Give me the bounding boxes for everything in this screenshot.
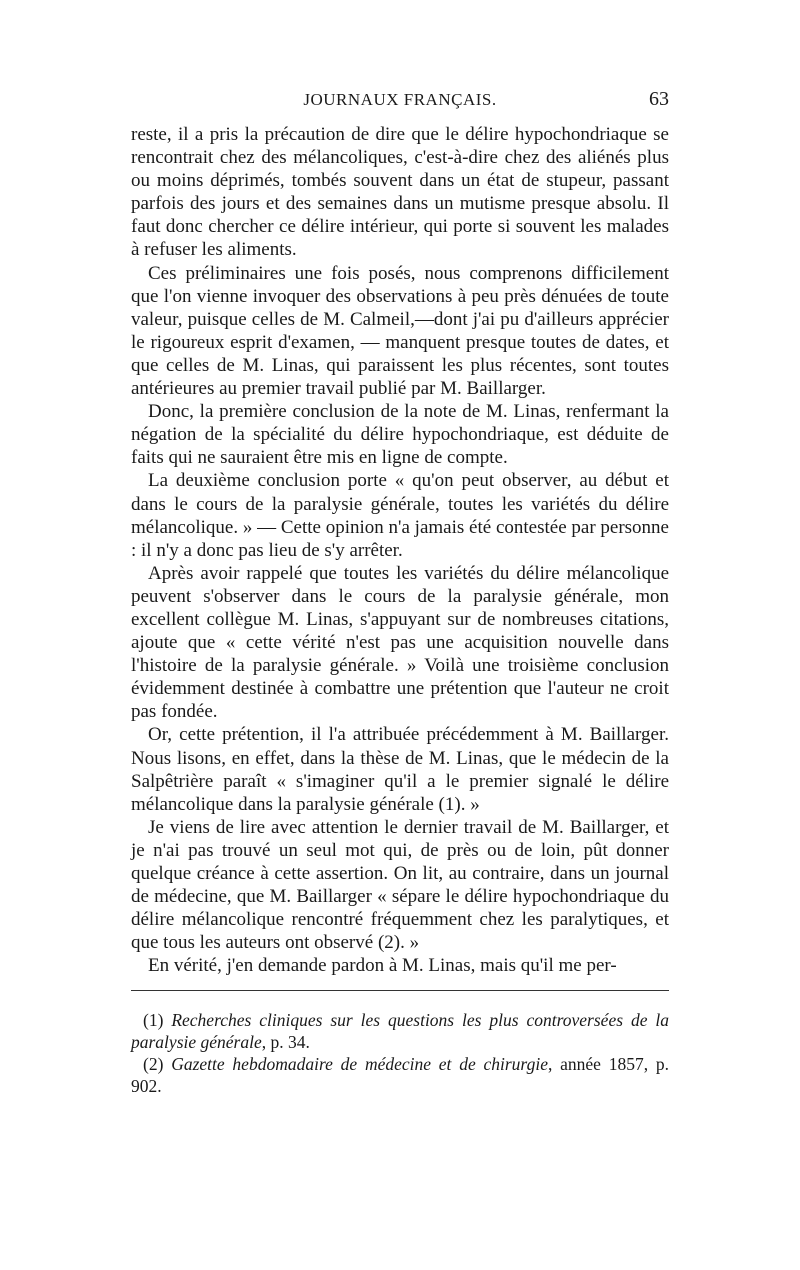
footnote-title: Recherches cliniques sur les questions les plus controversées de la paralysie générale (131, 1010, 669, 1052)
footnote (131, 1053, 669, 1097)
footnote-rest: , p. 34. (261, 1032, 310, 1052)
page-number: 63 (649, 88, 669, 110)
paragraph: La deuxième conclusion porte « qu'on peut observer, au début et dans le cours de la paralysie générale, toutes les variétés du délire mélancolique. » — Cette opinion n'a jamais été contestée par personne : il n'y a donc pas lieu de s'y arrêter. (131, 470, 669, 561)
footnote (131, 1009, 669, 1053)
page-header (131, 90, 669, 116)
footnote-marker: (1) (143, 1010, 164, 1030)
paragraph: Je viens de lire avec attention le dernier travail de M. Baillarger, et je n'ai pas trouvé un seul mot qui, de près ou de loin, pût donner quelque créance à cette assertion. On lit, au contraire, dans un journal de médecine, que M. Baillarger « sépare le délire hypochondriaque du délire mélancolique rencontré fréquemment chez les paralytiques, et que tous les auteurs ont observé (2). » (131, 816, 669, 954)
running-title: JOURNAUX FRANÇAIS. (303, 90, 497, 109)
footnotes (131, 1009, 669, 1097)
paragraph: En vérité, j'en demande pardon à M. Linas, mais qu'il me per- (148, 955, 617, 977)
paragraph: Après avoir rappelé que toutes les variétés du délire mélancolique peuvent s'observer dans le cours de la paralysie générale, mon excellent collègue M. Linas, s'appuyant sur de nombreuses citations, ajoute que « cette vérité n'est pas une acquisition nouvelle dans l'histoire de la paralysie générale. » Voilà une troisième conclusion évidemment destinée à combattre une prétention que l'auteur ne croit pas fondée. (131, 562, 669, 723)
paragraph: reste, il a pris la précaution de dire que le délire hypochondriaque se rencontrait chez des mélancoliques, c'est-à-dire chez des aliénés plus ou moins déprimés, tombés souvent dans un état de stupeur, passant parfois des jours et des semaines dans un mutisme presque absolu. Il faut donc chercher ce délire intérieur, qui porte si souvent les malades à refuser les aliments. (131, 124, 669, 261)
footnote-rest: , année 1857, p. 902. (131, 1054, 669, 1096)
footnote-title: Gazette hebdomadaire de médecine et de chirurgie (171, 1054, 548, 1074)
paragraph: Or, cette prétention, il l'a attribuée précédemment à M. Baillarger. Nous lisons, en effet, dans la thèse de M. Linas, que le médecin de la Salpêtrière paraît « s'imaginer qu'il a le premier signalé le délire mélancolique dans la paralysie générale (1). » (131, 724, 669, 815)
body-text (131, 123, 669, 977)
footnote-marker: (2) (143, 1054, 164, 1074)
footnote-divider (131, 990, 669, 991)
paragraph: Donc, la première conclusion de la note de M. Linas, renfermant la négation de la spécialité du délire hypochondriaque, est déduite de faits qui ne sauraient être mis en ligne de compte. (131, 401, 669, 469)
paragraph: Ces préliminaires une fois posés, nous comprenons difficilement que l'on vienne invoquer des observations à peu près dénuées de toute valeur, puisque celles de M. Calmeil,—dont j'ai pu d'ailleurs apprécier le rigoureux esprit d'examen, — manquent presque toutes de dates, et que celles de M. Linas, qui paraissent les plus récentes, sont toutes antérieures au premier travail publié par M. Baillarger. (131, 262, 669, 400)
